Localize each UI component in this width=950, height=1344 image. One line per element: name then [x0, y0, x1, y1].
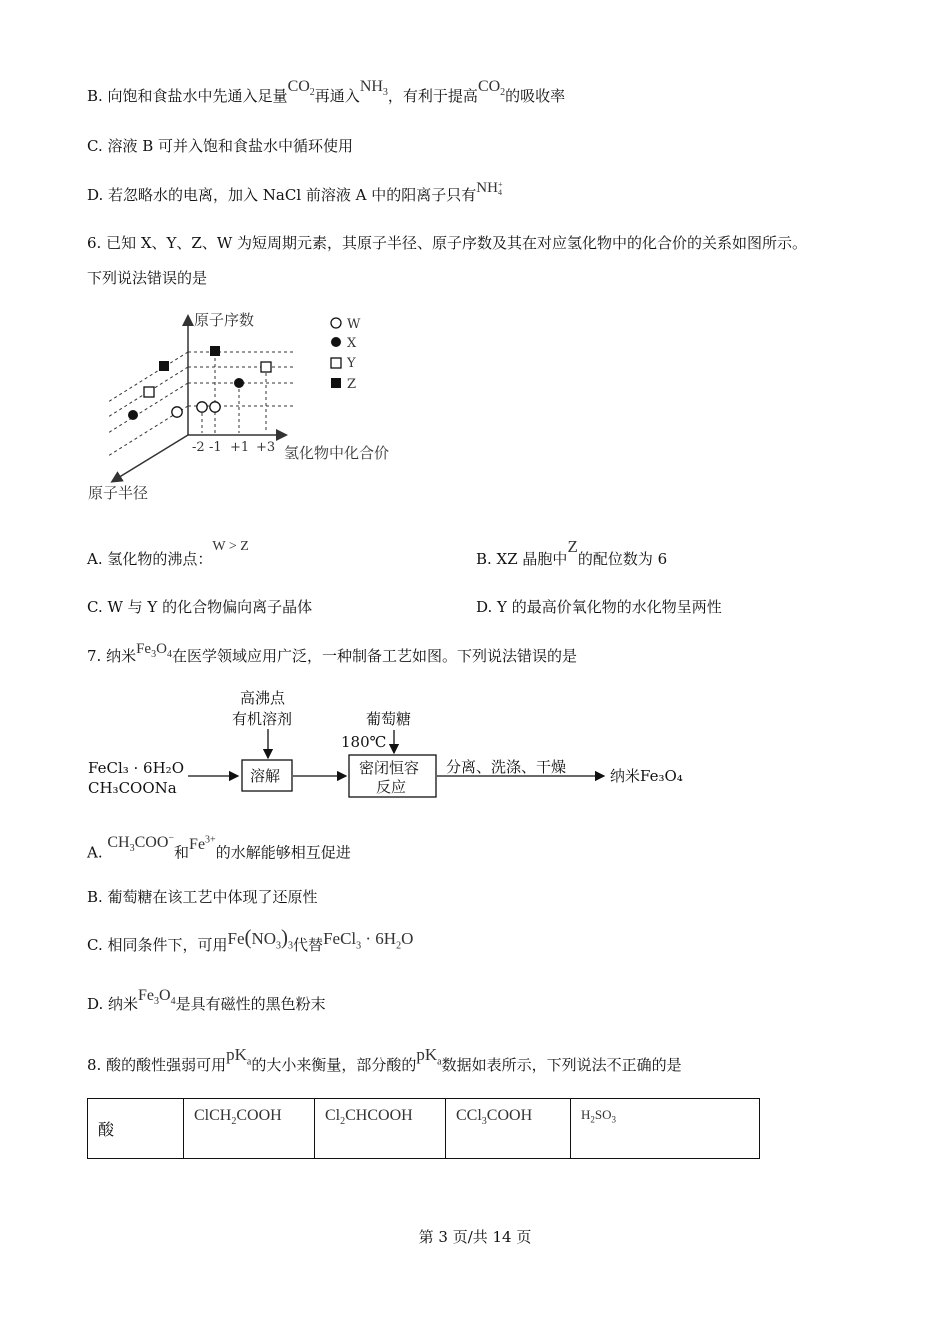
formula-fe3o4: $Fe_3O_4$ — [136, 641, 172, 660]
stem-text: 8. 酸的酸性强弱可用 — [87, 1056, 227, 1074]
option-text: 的配位数为 6 — [577, 550, 668, 568]
q5-option-d — [87, 179, 503, 206]
point-y — [144, 387, 154, 397]
x-tick: -2 — [192, 440, 205, 455]
option-text: C. 相同条件下，可用 — [87, 936, 228, 954]
point-z — [210, 346, 220, 356]
point-x — [128, 410, 138, 420]
formula-co2: $CO_2$ — [477, 78, 506, 99]
option-text: 的吸收率 — [505, 87, 566, 105]
q7-option-a — [87, 833, 351, 870]
formula-z: Z — [567, 537, 578, 556]
point-w — [197, 402, 207, 412]
stem-text: 7. 纳米 — [87, 647, 137, 665]
option-text: ，有利于提高 — [387, 87, 478, 105]
point-x — [234, 378, 244, 388]
legend-marker-y — [331, 358, 341, 368]
legend-label: W — [347, 317, 361, 332]
q6-option-c: C. W 与 Y 的化合物偏向离子晶体 — [87, 598, 313, 616]
formula-pka: $pK_a$ — [416, 1045, 442, 1068]
page-footer: 第 3 页/共 14 页 — [418, 1228, 532, 1246]
q7-stem — [87, 641, 577, 673]
option-text: B. XZ 晶胞中 — [476, 550, 568, 568]
formula-acetate: $CH_3COO^-$ — [107, 833, 175, 855]
option-text: 和 — [174, 843, 190, 862]
option-text: A. 氢化物的沸点： — [87, 550, 213, 568]
x-tick: +1 — [230, 440, 250, 455]
x-tick: -1 — [209, 440, 222, 455]
table-cell-cl2chcooh: $Cl_2CHCOOH$ — [315, 1099, 446, 1159]
q7-option-c — [87, 925, 414, 962]
dissolve-label: 溶解 — [250, 767, 281, 785]
option-text: 再通入 — [314, 87, 360, 105]
q6-stem-line2: 下列说法错误的是 — [87, 269, 208, 287]
formula-pka: $pK_a$ — [226, 1045, 252, 1068]
option-text: D. 若忽略水的电离，加入 NaCl 前溶液 A 中的阳离子只有 — [87, 186, 477, 204]
solvent-label: 有机溶剂 — [232, 710, 293, 728]
q7-option-b: B. 葡萄糖在该工艺中体现了还原性 — [87, 888, 318, 906]
q6-option-a — [87, 539, 249, 571]
option-text: D. 纳米 — [87, 995, 139, 1013]
reactant-fecl3: FeCl₃ · 6H₂O — [88, 759, 184, 777]
x-tick: +3 — [256, 440, 276, 455]
reaction-label: 密闭恒容 — [359, 759, 420, 777]
separation-label: 分离、洗涤、干燥 — [446, 758, 567, 776]
temperature-label: 180℃ — [341, 733, 387, 751]
formula-w-gt-z: W > Z — [212, 539, 249, 554]
option-text: B. 向饱和食盐水中先通入足量 — [87, 87, 288, 105]
solvent-label: 高沸点 — [240, 689, 286, 707]
stem-text: 在医学领域应用广泛，一种制备工艺如图。下列说法错误的是 — [171, 647, 577, 665]
point-w — [210, 402, 220, 412]
option-text: 代替 — [293, 936, 324, 954]
option-text: 的水解能够相互促进 — [215, 843, 351, 862]
legend-marker-x — [331, 337, 341, 347]
table-header-acid: 酸 — [88, 1099, 184, 1159]
legend-marker-z — [331, 378, 341, 388]
formula-fe3plus: $Fe^{3+}$ — [189, 835, 216, 854]
glucose-label: 葡萄糖 — [366, 710, 412, 728]
formula-nh4: NH+ 4 — [476, 179, 503, 197]
q6-stem-line1: 6. 已知 X、Y、Z、W 为短周期元素，其原子半径、原子序数及其在对应氢化物中的化合价的关系如图所示。 — [87, 234, 808, 252]
q8-stem — [87, 1045, 682, 1082]
legend-marker-w — [331, 318, 341, 328]
q7-option-d — [87, 987, 326, 1021]
q5-option-b — [87, 78, 566, 113]
z-axis — [113, 435, 188, 481]
formula-fe-no3-3: $Fe(NO_3)_3$ — [227, 925, 294, 952]
q6-figure — [80, 305, 420, 510]
point-w — [172, 407, 182, 417]
z-axis-label: 原子半径 — [88, 484, 149, 502]
formula-fe3o4: $Fe_3O_4$ — [138, 987, 176, 1008]
table-cell-ccl3cooh: CCl$_3$COOH — [446, 1099, 571, 1159]
stem-text: 数据如表所示，下列说法不正确的是 — [441, 1056, 682, 1074]
product-label: 纳米Fe₃O₄ — [610, 767, 683, 785]
option-text: 是具有磁性的黑色粉末 — [175, 995, 326, 1013]
stem-text: 的大小来衡量，部分酸的 — [251, 1056, 417, 1074]
legend-label: Y — [347, 356, 356, 371]
q7-flow-diagram — [84, 684, 704, 804]
pka-table — [87, 1098, 760, 1159]
option-text: A. — [87, 843, 108, 862]
legend-label: Z — [347, 377, 357, 392]
reactant-ch3coona: CH₃COONa — [88, 779, 177, 797]
table-row — [88, 1099, 760, 1159]
q5-option-c: C. 溶液 B 可并入饱和食盐水中循环使用 — [87, 137, 354, 155]
x-axis-label: 氢化物中化合价 — [284, 444, 390, 462]
table-cell-clch2cooh: ClCH$_2$COOH — [184, 1099, 315, 1159]
y-axis-label: 原子序数 — [194, 311, 255, 329]
reaction-label: 反应 — [376, 778, 407, 796]
formula-nh3: $NH_3$ — [359, 78, 388, 99]
formula-fecl3-hydrate: FeCl$_3$ · $6H_2O$ — [323, 929, 414, 952]
q6-option-d: D. Y 的最高价氧化物的水化物呈两性 — [476, 598, 722, 616]
legend-label: X — [347, 336, 357, 351]
q6-option-b — [476, 537, 668, 569]
formula-co2: $CO_2$ — [287, 78, 315, 99]
table-cell-h2so3: $H_2SO_3$ — [571, 1099, 760, 1159]
point-z — [159, 361, 169, 371]
point-y — [261, 362, 271, 372]
